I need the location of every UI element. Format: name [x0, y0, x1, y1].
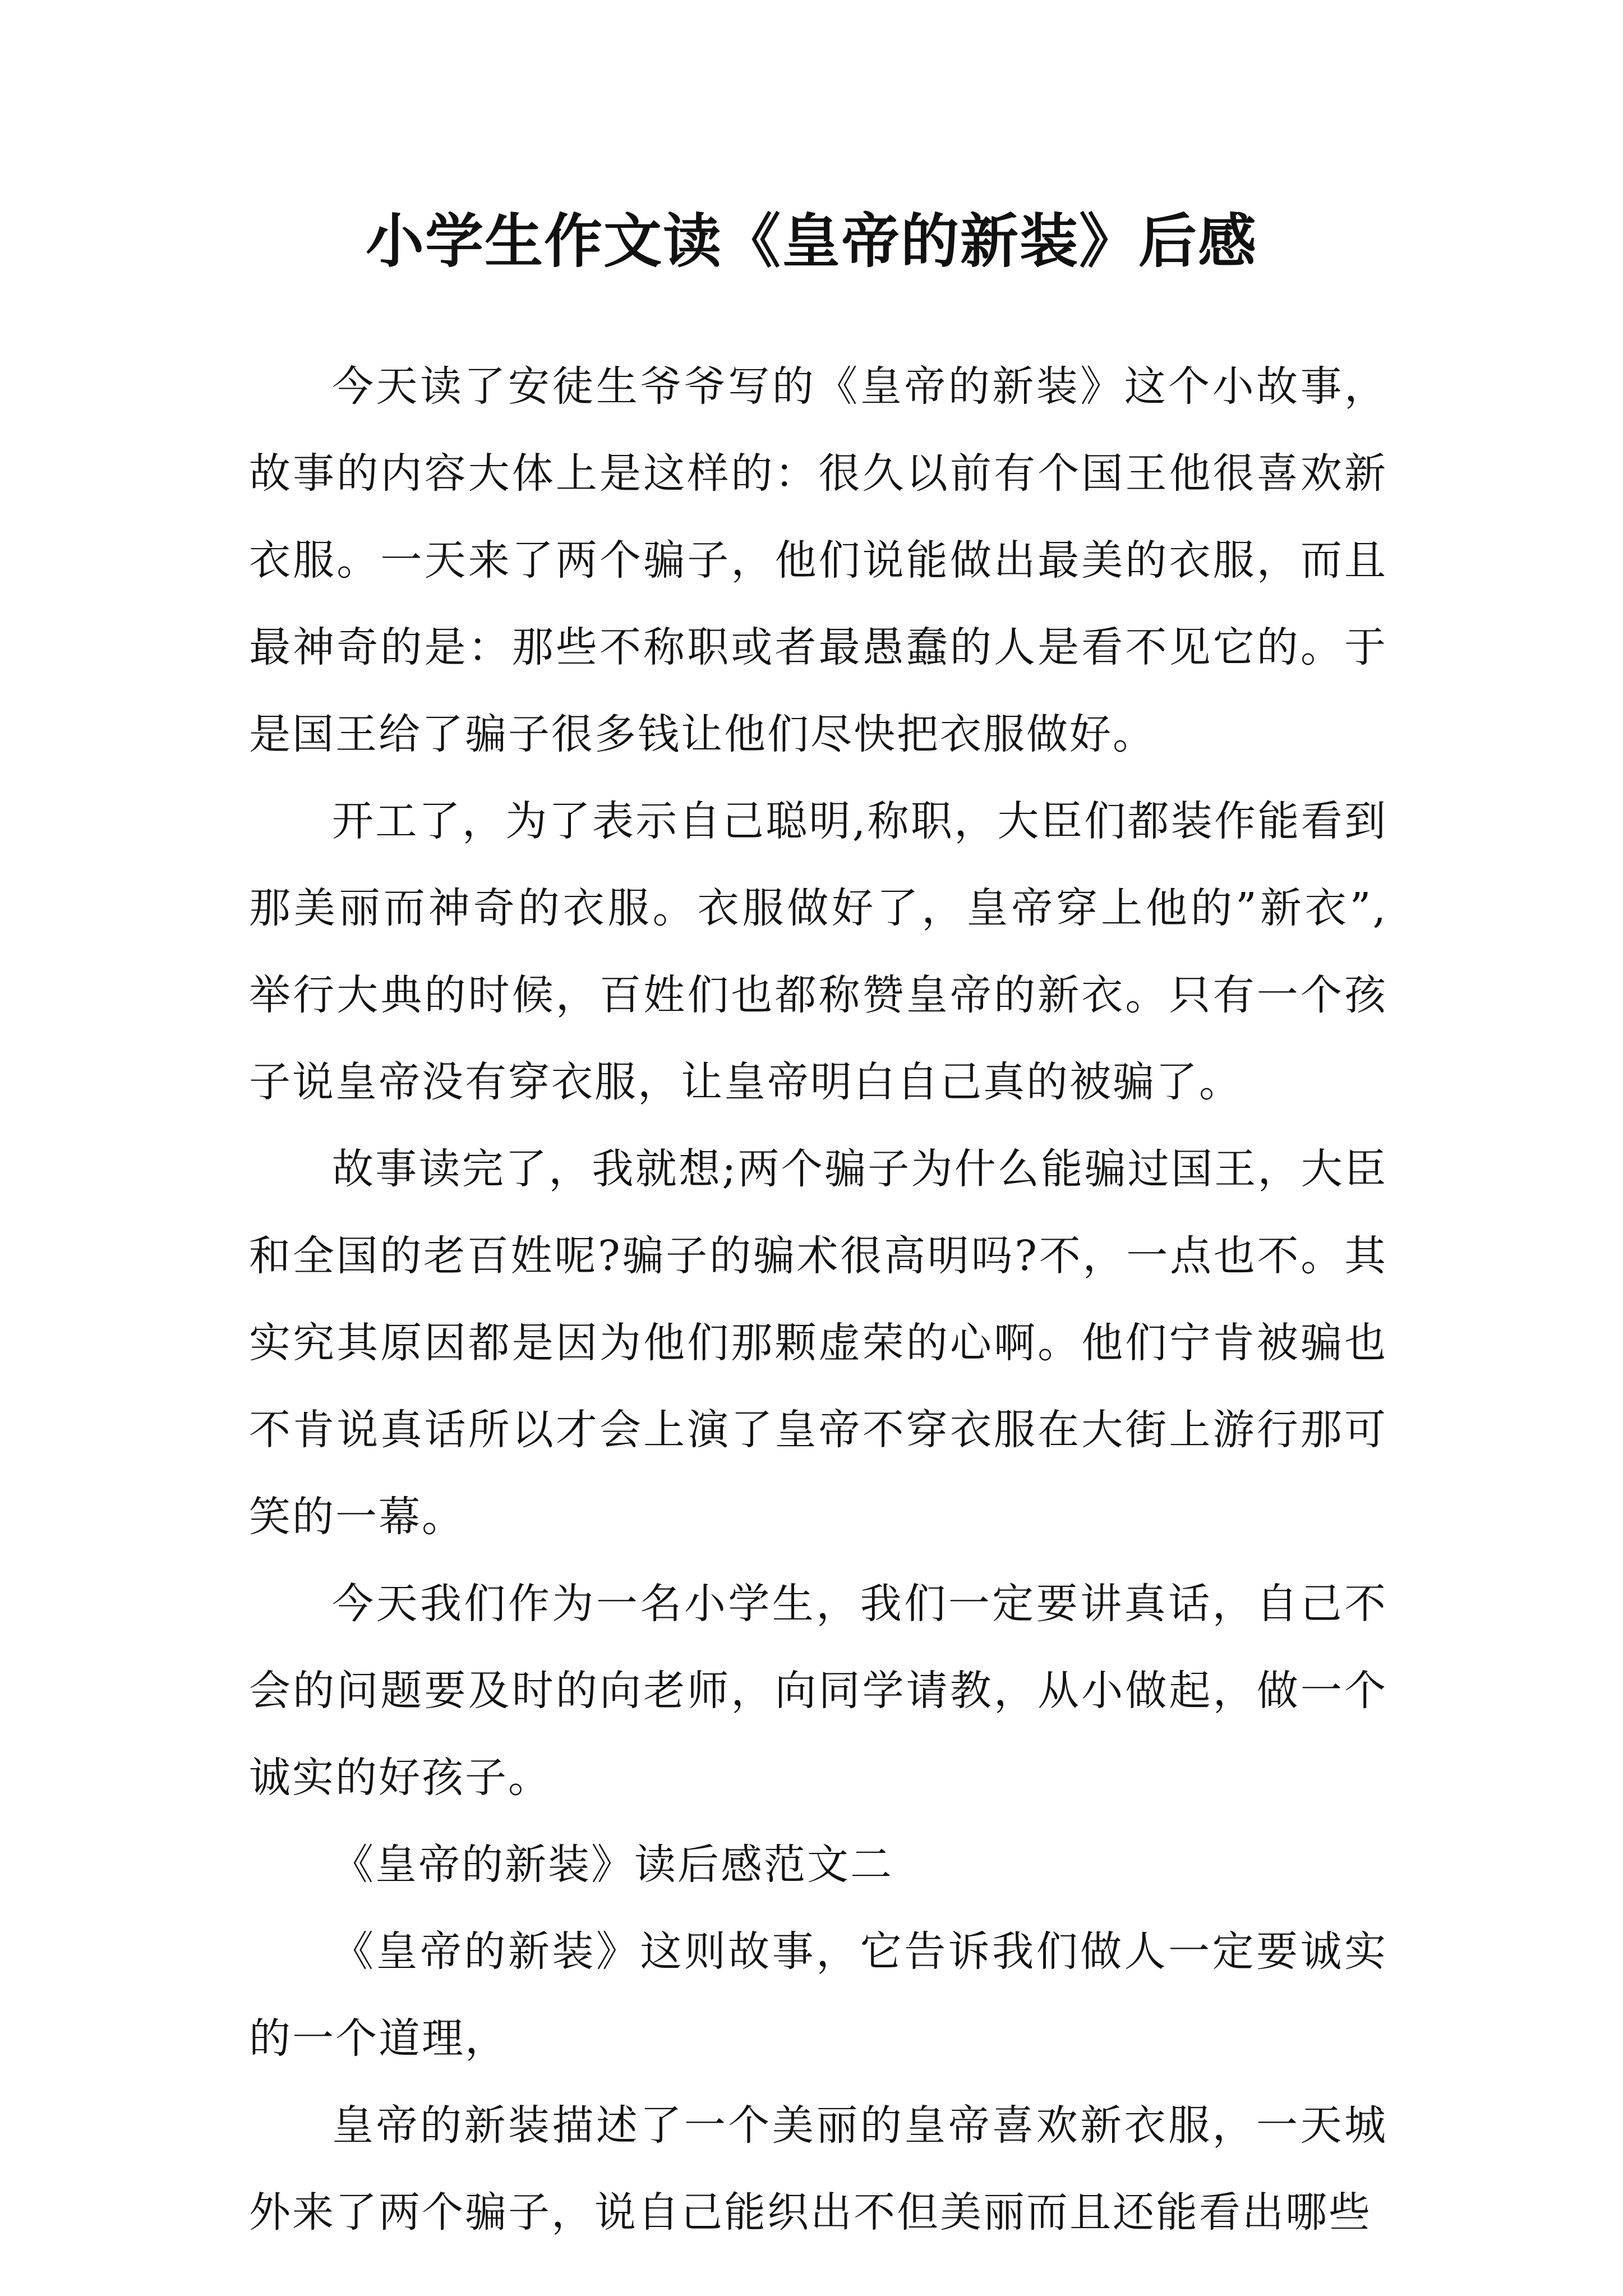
document-body: [249, 343, 1387, 2256]
section-heading: 《皇帝的新装》读后感范文二: [332, 1841, 893, 1889]
paragraph-1: 今天读了安徒生爷爷写的《皇帝的新装》这个小故事，故事的内容大体上是这样的：很久以前有个国王他很喜欢新衣服。一天来了两个骗子，他们说能做出最美的衣服，而且最神奇的是：那些不称职或者最愚蠢的人是看不见它的。于是国王给了骗子很多钱让他们尽快把衣服做好。: [249, 362, 1387, 758]
paragraph-2: 开工了，为了表示自己聪明,称职，大臣们都装作能看到那美丽而神奇的衣服。衣服做好了，皇帝穿上他的”新衣”,举行大典的时候，百姓们也都称赞皇帝的新衣。只有一个孩子说皇帝没有穿衣服，让皇帝明白自己真的被骗了。: [249, 797, 1387, 1106]
paragraph-3: 故事读完了，我就想;两个骗子为什么能骗过国王，大臣和全国的老百姓呢?骗子的骗术很高明吗?不，一点也不。其实究其原因都是因为他们那颗虚荣的心啊。他们宁肯被骗也不肯说真话所以才会上演了皇帝不穿衣服在大街上游行那可笑的一幕。: [249, 1145, 1387, 1541]
paragraph-5: 《皇帝的新装》这则故事，它告诉我们做人一定要诚实的一个道理，: [249, 1927, 1387, 2063]
document-title: 小学生作文读《皇帝的新装》后感: [365, 206, 1257, 275]
paragraph-6: 皇帝的新装描述了一个美丽的皇帝喜欢新衣服，一天城外来了两个骗子，说自己能织出不但美丽而且还能看出哪些: [249, 2101, 1387, 2237]
paragraph-4: 今天我们作为一名小学生，我们一定要讲真话，自己不会的问题要及时的向老师，向同学请教，从小做起，做一个诚实的好孩子。: [249, 1580, 1387, 1802]
